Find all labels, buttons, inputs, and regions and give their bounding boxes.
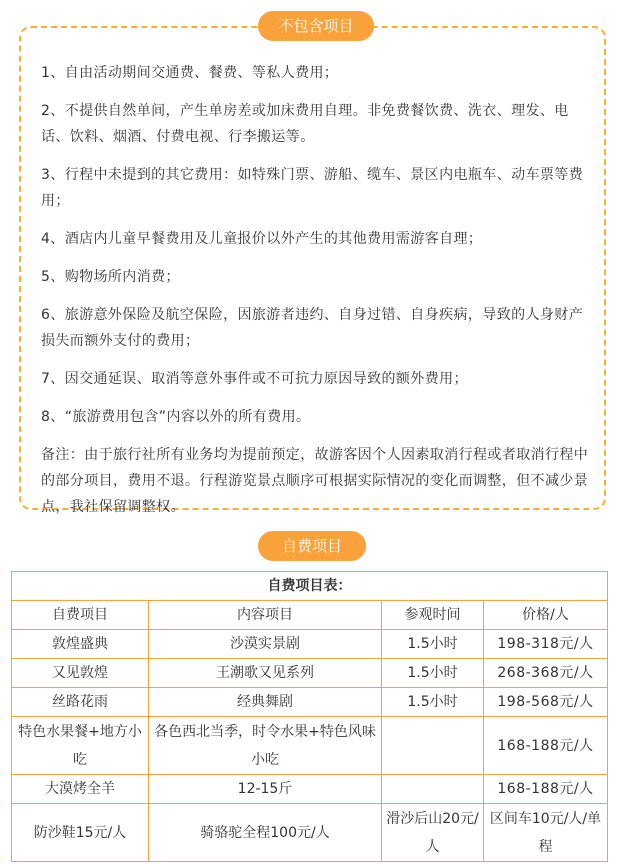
table-cell: 1.5小时 xyxy=(382,630,484,659)
table-cell: 丝路花雨 xyxy=(12,688,149,717)
table-cell: 沙漠实景剧 xyxy=(149,630,382,659)
optional-fee-table xyxy=(11,571,608,862)
table-row xyxy=(12,630,608,659)
table-cell: 198-318元/人 xyxy=(484,630,608,659)
optional-title-badge: 自费项目 xyxy=(258,531,366,561)
table-cell: 168-188元/人 xyxy=(484,717,608,775)
table-row xyxy=(12,804,608,862)
exclusion-item: 1、自由活动期间交通费、餐费、等私人费用； xyxy=(41,65,339,81)
table-cell: 又见敦煌 xyxy=(12,659,149,688)
table-cell: 滑沙后山20元/人 xyxy=(382,804,484,862)
table-cell: 特色水果餐+地方小吃 xyxy=(12,717,149,775)
table-row xyxy=(12,775,608,804)
exclusion-item: 8、“旅游费用包含”内容以外的所有费用。 xyxy=(41,409,311,425)
table-title: 自费项目表： xyxy=(12,572,608,601)
table-cell: 经典舞剧 xyxy=(149,688,382,717)
table-cell: 敦煌盛典 xyxy=(12,630,149,659)
table-cell: 198-568元/人 xyxy=(484,688,608,717)
exclusion-item: 6、旅游意外保险及航空保险，因旅游者违约、自身过错、自身疾病，导致的人身财产损失而额外支付的费用； xyxy=(41,307,584,349)
table-row xyxy=(12,659,608,688)
exclusion-note: 备注：由于旅行社所有业务均为提前预定，故游客因个人因素取消行程或者取消行程中的部分项目，费用不退。行程游览景点顺序可根据实际情况的变化而调整，但不减少景点，我社保留调整权。 xyxy=(41,447,589,515)
table-cell xyxy=(382,775,484,804)
table-row xyxy=(12,717,608,775)
exclusions-list xyxy=(41,60,589,520)
exclusion-item: 7、因交通延误、取消等意外事件或不可抗力原因导致的额外费用； xyxy=(41,371,468,387)
table-cell: 防沙鞋15元/人 xyxy=(12,804,149,862)
table-cell: 王潮歌又见系列 xyxy=(149,659,382,688)
table-cell: 12-15斤 xyxy=(149,775,382,804)
table-row xyxy=(12,688,608,717)
table-header-row xyxy=(12,601,608,630)
table-cell: 268-368元/人 xyxy=(484,659,608,688)
table-cell: 骑骆驼全程100元/人 xyxy=(149,804,382,862)
column-header: 自费项目 xyxy=(12,601,149,630)
table-cell: 大漠烤全羊 xyxy=(12,775,149,804)
table-cell: 各色西北当季，时令水果+特色风味小吃 xyxy=(149,717,382,775)
column-header: 参观时间 xyxy=(382,601,484,630)
table-cell: 168-188元/人 xyxy=(484,775,608,804)
table-cell: 1.5小时 xyxy=(382,688,484,717)
table-cell xyxy=(382,717,484,775)
table-cell: 区间车10元/人/单程 xyxy=(484,804,608,862)
table-cell: 1.5小时 xyxy=(382,659,484,688)
column-header: 内容项目 xyxy=(149,601,382,630)
exclusion-item: 2、不提供自然单间，产生单房差或加床费用自理。非免费餐饮费、洗衣、理发、电话、饮料、烟酒、付费电视、行李搬运等。 xyxy=(41,103,569,145)
column-header: 价格/人 xyxy=(484,601,608,630)
exclusion-item: 5、购物场所内消费； xyxy=(41,269,180,285)
exclusions-title-badge: 不包含项目 xyxy=(258,11,374,41)
table-title-row xyxy=(12,572,608,601)
exclusion-item: 3、行程中未提到的其它费用：如特殊门票、游船、缆车、景区内电瓶车、动车票等费用； xyxy=(41,167,584,209)
exclusion-item: 4、酒店内儿童早餐费用及儿童报价以外产生的其他费用需游客自理； xyxy=(41,231,483,247)
